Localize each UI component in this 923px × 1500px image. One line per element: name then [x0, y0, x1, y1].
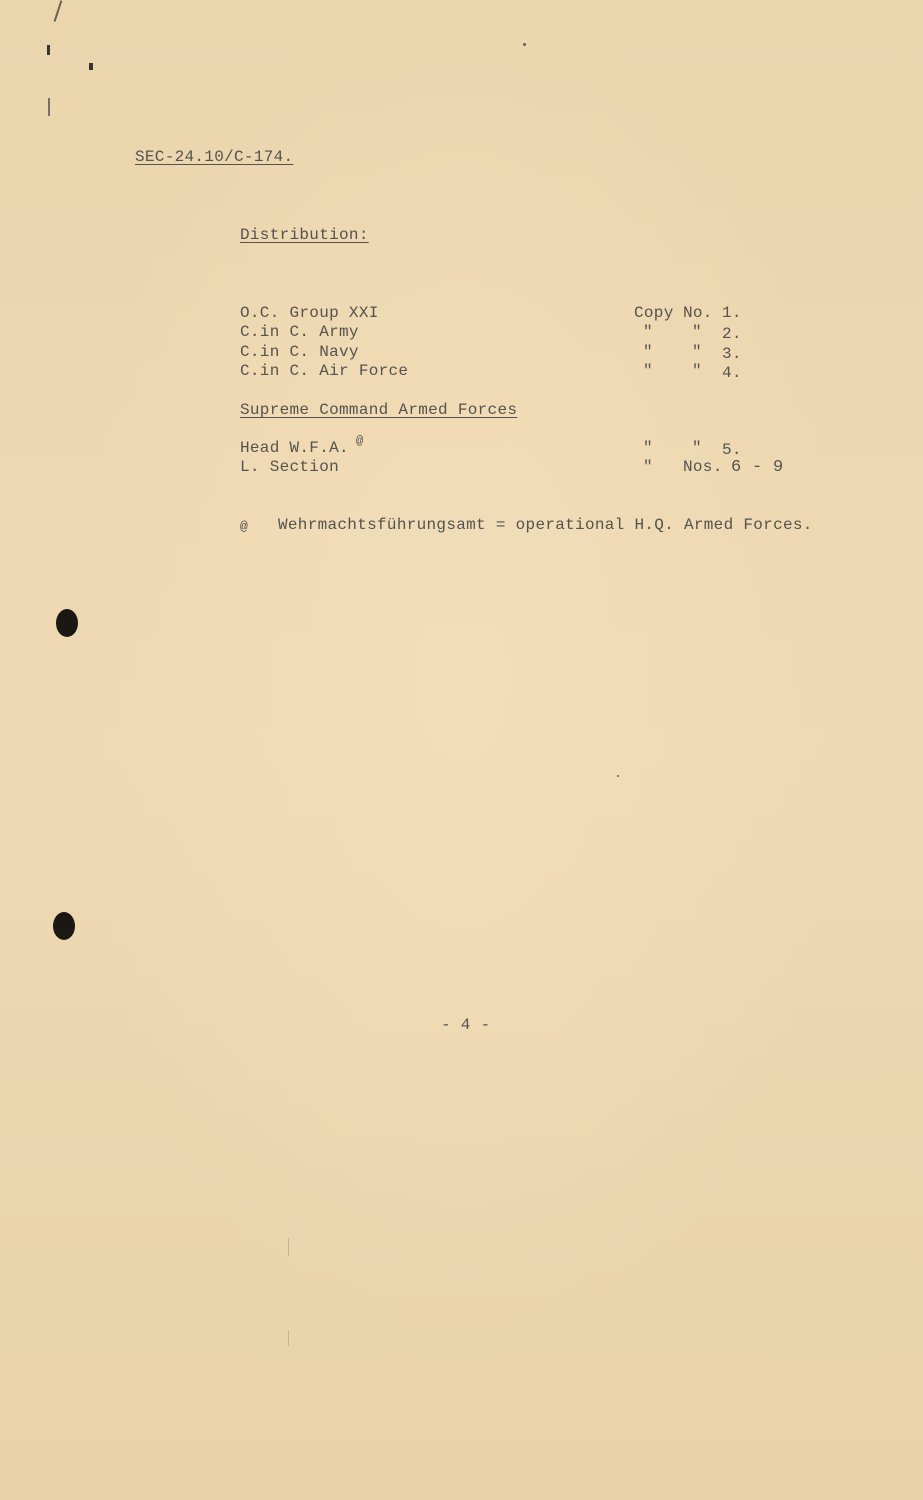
- ditto-mark: ": [643, 458, 653, 476]
- copy-number: 2.: [722, 325, 742, 343]
- footnote-text: Wehrmachtsführungsamt = operational H.Q. Armed Forces.: [278, 516, 813, 534]
- ditto-mark: ": [692, 439, 702, 457]
- margin-mark: [89, 63, 93, 70]
- paper-crease: [288, 1238, 289, 1256]
- document-reference: SEC-24.10/C-174.: [135, 148, 294, 166]
- punch-hole: [53, 912, 75, 940]
- paper-speck: [523, 43, 526, 46]
- footnote-marker: @: [356, 434, 364, 448]
- ditto-mark: ": [643, 323, 653, 341]
- recipient-name: C.in C. Air Force: [240, 362, 409, 380]
- ditto-mark: ": [643, 439, 653, 457]
- ditto-mark: ": [692, 362, 702, 380]
- copy-number: 4.: [722, 364, 742, 382]
- recipient-name: Head W.F.A.: [240, 439, 349, 457]
- supreme-command-heading: Supreme Command Armed Forces: [240, 401, 518, 419]
- copy-number: 3.: [722, 345, 742, 363]
- copy-col-2: No.: [683, 304, 713, 322]
- copy-number-range: 6 - 9: [731, 458, 784, 477]
- page-number: - 4 -: [441, 1016, 491, 1034]
- recipient-name: C.in C. Navy: [240, 343, 359, 361]
- paper-crease: [288, 1330, 289, 1346]
- recipient-name: C.in C. Army: [240, 323, 359, 341]
- ditto-mark: ": [643, 362, 653, 380]
- copy-number: 5.: [722, 441, 742, 459]
- copy-number: 1.: [722, 304, 742, 322]
- recipient-name: L. Section: [240, 458, 340, 476]
- punch-hole: [56, 609, 78, 637]
- ditto-mark: ": [643, 343, 653, 361]
- footnote-marker: @: [240, 519, 249, 534]
- margin-pen-stroke: [54, 0, 63, 22]
- paper-speck: [617, 775, 619, 777]
- copy-label: Nos.: [683, 458, 723, 476]
- ditto-mark: ": [692, 323, 702, 341]
- margin-mark: [48, 98, 50, 116]
- margin-mark: [47, 45, 50, 55]
- distribution-heading: Distribution:: [240, 226, 369, 244]
- ditto-mark: ": [692, 343, 702, 361]
- recipient-name: O.C. Group XXI: [240, 304, 379, 322]
- copy-col-1: Copy: [634, 304, 674, 322]
